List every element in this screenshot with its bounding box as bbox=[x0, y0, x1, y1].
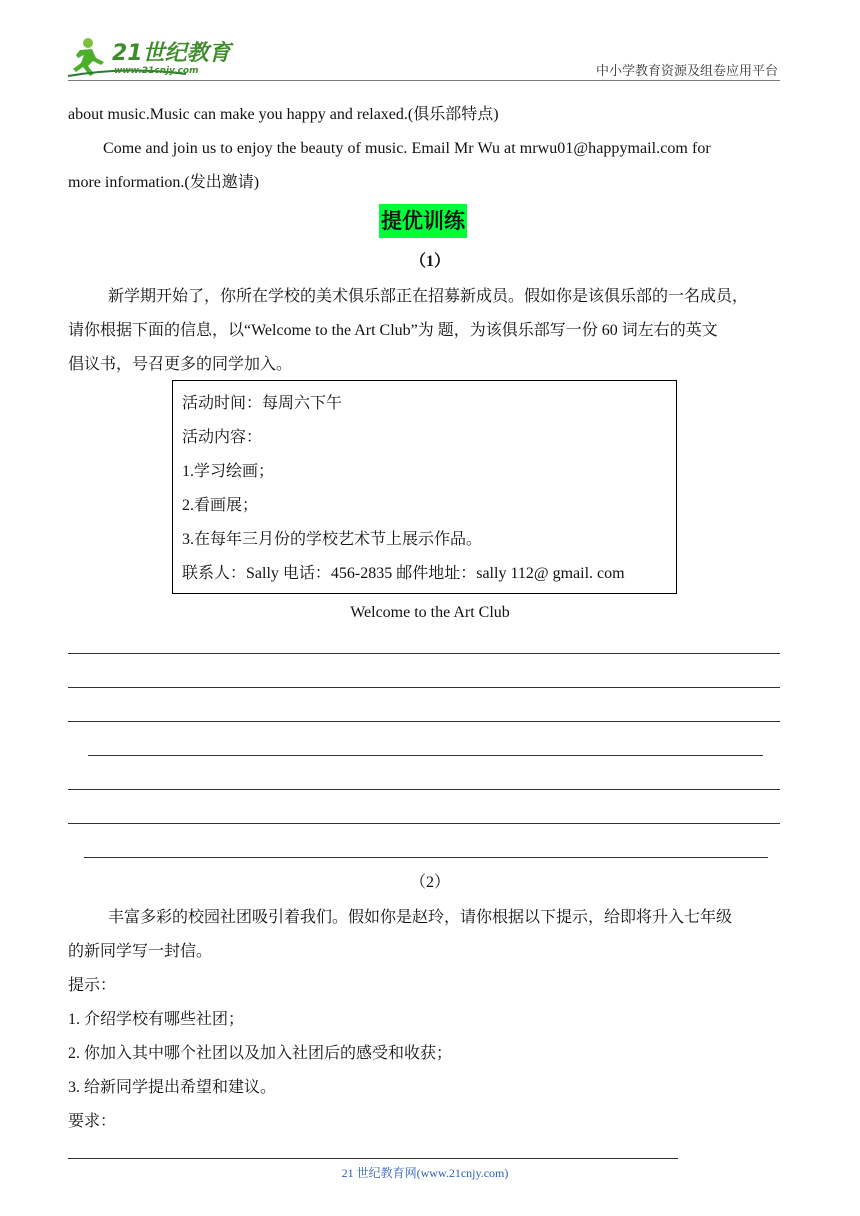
intro-line-3: more information.(发出邀请) bbox=[68, 174, 260, 191]
info-item-2: 2.看画展； bbox=[182, 497, 259, 514]
logo-url: www.21cnjy.com bbox=[114, 66, 199, 76]
info-contact: 联系人：Sally 电话：456-2835 邮件地址：sally 112@ gmail. com bbox=[182, 565, 625, 582]
task1-number: （1） bbox=[409, 253, 450, 270]
platform-name: 中小学教育资源及组卷应用平台 bbox=[595, 63, 778, 78]
info-content-label: 活动内容： bbox=[182, 429, 263, 446]
header-divider bbox=[68, 80, 780, 81]
info-box bbox=[172, 380, 677, 594]
task1-prompt-1: 新学期开始了，你所在学校的美术俱乐部正在招募新成员。假如你是该俱乐部的一名成员， bbox=[108, 288, 749, 305]
section-title: 提优训练 bbox=[379, 204, 467, 238]
task2-number: （2） bbox=[409, 874, 450, 891]
writing-line[interactable] bbox=[68, 789, 780, 790]
hint-item-2: 2. 你加入其中哪个社团以及加入社团后的感受和收获； bbox=[68, 1045, 453, 1062]
info-time: 活动时间：每周六下午 bbox=[182, 395, 343, 412]
info-item-3: 3.在每年三月份的学校艺术节上展示作品。 bbox=[182, 531, 483, 548]
essay-title: Welcome to the Art Club bbox=[350, 604, 510, 621]
intro-line-1: about music.Music can make you happy and relaxed.(俱乐部特点) bbox=[68, 106, 499, 123]
writing-line[interactable] bbox=[68, 721, 780, 722]
hint-item-1: 1. 介绍学校有哪些社团； bbox=[68, 1011, 245, 1028]
task2-prompt-1: 丰富多彩的校园社团吸引着我们。假如你是赵玲，请你根据以下提示，给即将升入七年级 bbox=[108, 909, 733, 926]
hint-label: 提示： bbox=[68, 977, 117, 994]
task2-prompt-2: 的新同学写一封信。 bbox=[68, 943, 213, 960]
intro-line-2: Come and join us to enjoy the beauty of music. Email Mr Wu at mrwu01@happymail.com for bbox=[103, 140, 711, 157]
logo-text: 21世纪教育 bbox=[112, 41, 231, 66]
writing-line[interactable] bbox=[68, 823, 780, 824]
hint-item-3: 3. 给新同学提出希望和建议。 bbox=[68, 1079, 277, 1096]
footer-divider bbox=[68, 1158, 678, 1159]
writing-line[interactable] bbox=[88, 755, 763, 756]
task1-prompt-3: 倡议书，号召更多的同学加入。 bbox=[68, 356, 293, 373]
footer-source: 21 世纪教育网(www.21cnjy.com) bbox=[341, 1166, 509, 1180]
writing-line[interactable] bbox=[68, 687, 780, 688]
site-logo bbox=[66, 36, 236, 78]
requirements-label: 要求： bbox=[68, 1113, 117, 1130]
task1-prompt-2: 请你根据下面的信息，以“Welcome to the Art Club”为 题，为该俱乐部写一份 60 词左右的英文 bbox=[68, 322, 718, 339]
writing-line[interactable] bbox=[84, 857, 768, 858]
runner-icon bbox=[66, 36, 236, 78]
writing-line[interactable] bbox=[68, 653, 780, 654]
info-item-1: 1.学习绘画； bbox=[182, 463, 275, 480]
